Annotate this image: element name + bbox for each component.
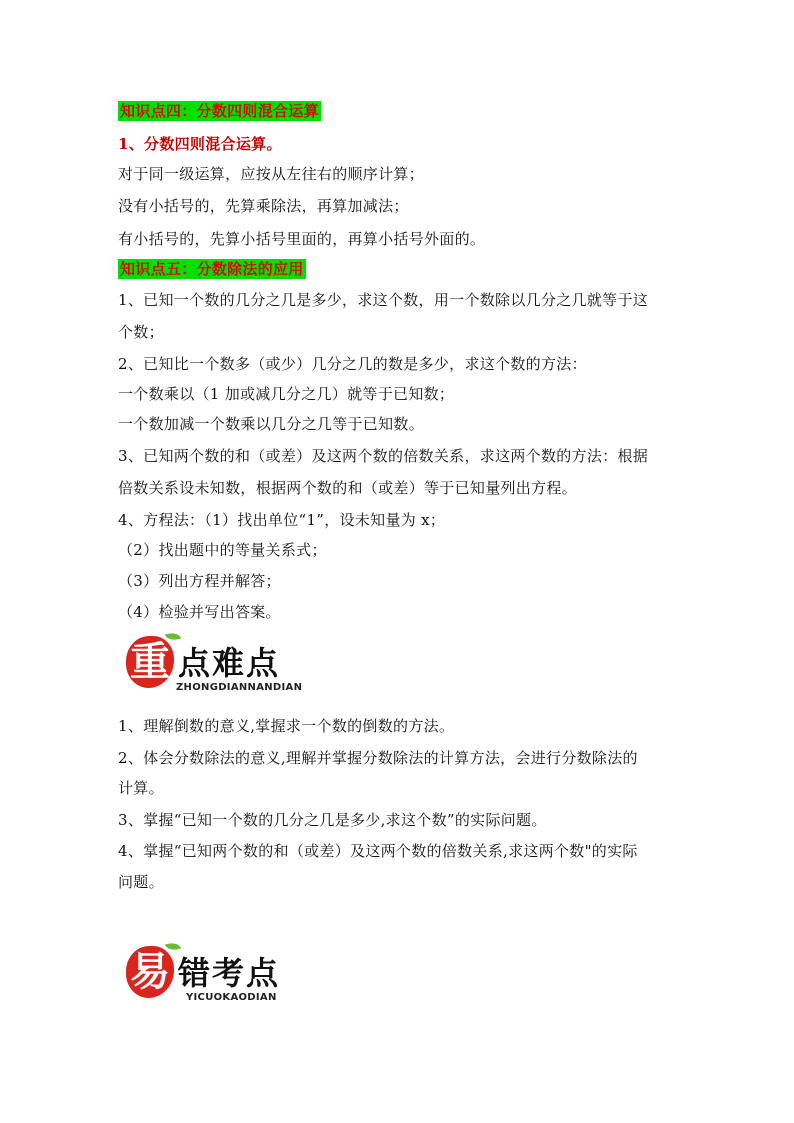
badge-title: 点难点 [178, 644, 281, 682]
key-line: 1、理解倒数的意义,掌握求一个数的倒数的方法。 [118, 717, 455, 735]
seal-logo: 易 [126, 946, 174, 998]
section4-line: 对于同一级运算，应按从左往右的顺序计算； [118, 165, 425, 183]
section5-line: （4）检验并写出答案。 [118, 603, 281, 621]
section5-line: 个数； [118, 323, 164, 341]
section4-heading-text: 知识点四：分数四则混合运算 [120, 102, 319, 120]
section5-line: 一个数加减一个数乘以几分之几等于已知数。 [118, 415, 425, 433]
section4-subheading: 1、分数四则混合运算。 [118, 135, 282, 153]
section5-heading [118, 259, 306, 279]
section5-line: 2、已知比一个数多（或少）几分之几的数是多少，求这个数的方法： [118, 355, 587, 373]
section4-line: 有小括号的，先算小括号里面的，再算小括号外面的。 [118, 230, 486, 248]
section5-line: 4、方程法：（1）找出单位“1”，设未知量为 x； [118, 511, 446, 529]
badge-title: 错考点 [178, 954, 281, 992]
section5-line: 一个数乘以（1 加或减几分之几）就等于已知数； [118, 385, 455, 403]
section5-heading-text: 知识点五：分数除法的应用 [120, 260, 304, 278]
key-line: 4、掌握“已知两个数的和（或差）及这两个数的倍数关系,求这两个数"的实际 [118, 842, 638, 860]
section5-line: （3）列出方程并解答； [118, 572, 281, 590]
section4-line: 没有小括号的，先算乘除法，再算加减法； [118, 197, 409, 215]
section4-heading [118, 101, 321, 121]
section5-line: 倍数关系设未知数，根据两个数的和（或差）等于已知量列出方程。 [118, 479, 578, 497]
section5-line: 3、已知两个数的和（或差）及这两个数的倍数关系，求这两个数的方法：根据 [118, 447, 649, 465]
section5-line: 1、已知一个数的几分之几是多少，求这个数，用一个数除以几分之几就等于这 [118, 291, 649, 309]
badge-pinyin: ZHONGDIANNANDIAN [176, 682, 303, 693]
seal-logo: 重 [126, 636, 174, 688]
key-line: 计算。 [118, 779, 164, 797]
key-points-badge [126, 632, 303, 702]
error-points-badge [126, 942, 296, 1012]
badge-pinyin: YICUOKAODIAN [186, 992, 277, 1003]
key-line: 问题。 [118, 873, 164, 891]
key-line: 2、体会分数除法的意义,理解并掌握分数除法的计算方法，会进行分数除法的 [118, 749, 638, 767]
section5-line: （2）找出题中的等量关系式； [118, 541, 327, 559]
key-line: 3、掌握“已知一个数的几分之几是多少,求这个数”的实际问题。 [118, 811, 547, 829]
